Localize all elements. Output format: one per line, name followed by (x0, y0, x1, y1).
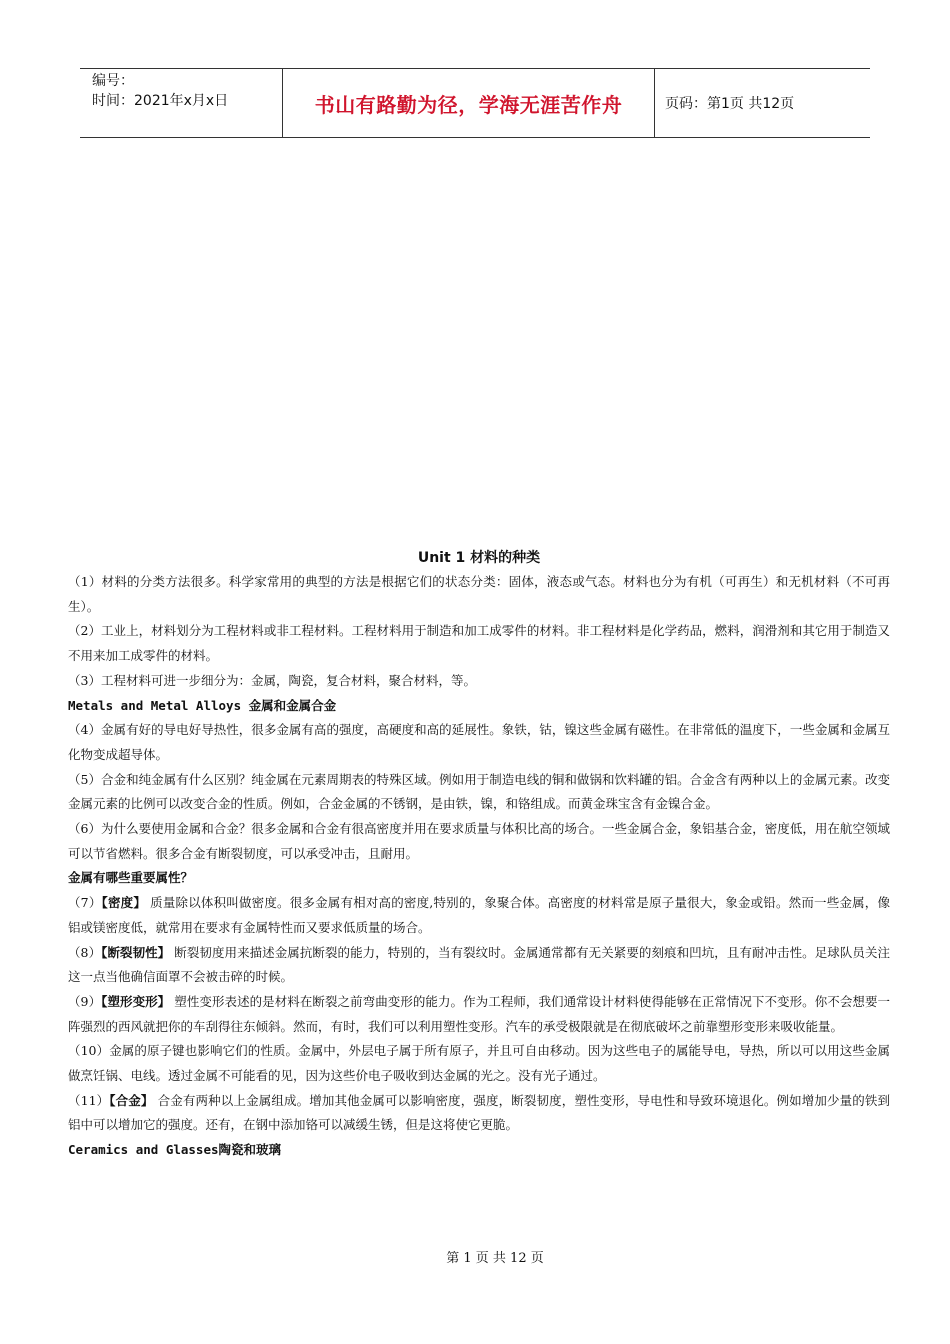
paragraph-7-number: （7） (68, 895, 102, 911)
paragraph-9 (68, 990, 890, 1039)
term-density: 【密度】 (101, 895, 147, 911)
paragraph-1: （1）材料的分类方法很多。科学家常用的典型的方法是根据它们的状态分类：固体，液态或气态。材料也分为有机（可再生）和无机材料（不可再生）。 (68, 574, 890, 614)
section-heading-metals-cn: 金属和金属合金 (248, 697, 337, 713)
paragraph-11 (68, 1089, 890, 1138)
paragraph-6: （6）为什么要使用金属和合金？很多金属和合金有很高密度并用在要求质量与体积比高的场合。一些金属合金，象铝基合金，密度低，用在航空领域可以节省燃料。很多合金有断裂韧度，可以承受冲击，且耐用。 (68, 821, 890, 861)
paragraph-4: （4）金属有好的导电好导热性，很多金属有高的强度，高硬度和高的延展性。象铁，钴，镍这些金属有磁性。在非常低的温度下，一些金属和金属互化物变成超导体。 (68, 722, 890, 762)
paragraph-8 (68, 941, 890, 990)
paragraph-11-text: 合金有两种以上金属组成。增加其他金属可以影响密度，强度，断裂韧度，塑性变形，导电性和导致环境退化。例如增加少量的铁到铝中可以增加它的强度。还有，在钢中添加铬可以减缓生锈，但是这将使它更脆。 (68, 1092, 890, 1133)
paragraph-2: （2）工业上，材料划分为工程材料或非工程材料。工程材料用于制造和加工成零件的材料。非工程材料是化学药品，燃料，润滑剂和其它用于制造又不用来加工成零件的材料。 (68, 623, 890, 664)
document-body (68, 546, 890, 1163)
section-heading-metals (68, 694, 890, 719)
paragraph-10: （10）金属的原子键也影响它们的性质。金属中，外层电子属于所有原子，并且可自由移动。因为这些电子的属能导电，导热，所以可以用这些金属做烹饪锅、电线。透过金属不可能看的见，因为这些价电子吸收到达金属的光之。没有光子通过。 (68, 1043, 890, 1084)
header-page-cell (655, 69, 870, 137)
section-heading-metals-en: Metals and Metal Alloys (68, 697, 249, 713)
term-plastic-deformation: 【塑形变形】 (101, 993, 171, 1009)
section-heading-properties (68, 866, 890, 891)
section-heading-ceramics-cn: 陶瓷和玻璃 (218, 1142, 282, 1158)
paragraph-11-number: （11） (68, 1092, 110, 1108)
time-label: 时间：2021年x月x日 (92, 93, 229, 109)
header-meta (80, 69, 282, 137)
section-heading-ceramics-en: Ceramics and Glasses (68, 1142, 219, 1158)
paragraph-7-text: 质量除以体积叫做密度。很多金属有相对高的密度,特别的，象聚合体。高密度的材料常是原子量很大，象金或铅。然而一些金属，像铝或镁密度低，就常用在要求有金属特性而又要求低质量的场合。 (68, 895, 890, 935)
footer-page-number: 第 1 页 共 12 页 (446, 1251, 544, 1266)
paragraph-8-number: （8） (68, 944, 102, 960)
section-heading-properties-text: 金属有哪些重要属性？ (68, 870, 194, 886)
page-label: 页码：第1页 共12页 (665, 96, 795, 112)
paragraph-5: （5）合金和纯金属有什么区别？纯金属在元素周期表的特殊区域。例如用于制造电线的铜和做锅和饮料罐的铝。合金含有两种以上的金属元素。改变金属元素的比例可以改变合金的性质。例如，合金金属的不锈钢，是由铁，镍，和铬组成。而黄金珠宝含有金镍合金。 (68, 771, 890, 812)
number-label: 编号： (92, 73, 134, 89)
term-alloy: 【合金】 (109, 1092, 154, 1108)
page-title: Unit 1 材料的种类 (417, 550, 541, 566)
motto: 书山有路勤为径，学海无涯苦作舟 (314, 92, 623, 117)
page-footer (0, 1247, 950, 1266)
paragraph-8-text: 断裂韧度用来描述金属抗断裂的能力，特别的，当有裂纹时。金属通常都有无关紧要的刻痕和凹坑，且有耐冲击性。足球队员关注这一点当他确信面罩不会被击碎的时候。 (68, 944, 891, 985)
term-fracture-toughness: 【断裂韧性】 (101, 944, 171, 960)
section-heading-ceramics (68, 1138, 890, 1163)
paragraph-7 (68, 891, 890, 940)
paragraph-3: （3）工程材料可进一步细分为：金属，陶瓷，复合材料，聚合材料，等。 (68, 672, 476, 688)
header-motto-cell (282, 69, 655, 137)
paragraph-9-number: （9） (68, 993, 102, 1009)
paragraph-9-text: 塑性变形表述的是材料在断裂之前弯曲变形的能力。作为工程师，我们通常设计材料使得能够在正常情况下不变形。你不会想要一阵强烈的西风就把你的车刮得往东倾斜。然而，有时，我们可以利用塑性变形。汽车的承受极限就是在彻底破坏之前靠塑形变形来吸收能量。 (68, 993, 891, 1034)
document-header (80, 68, 870, 138)
